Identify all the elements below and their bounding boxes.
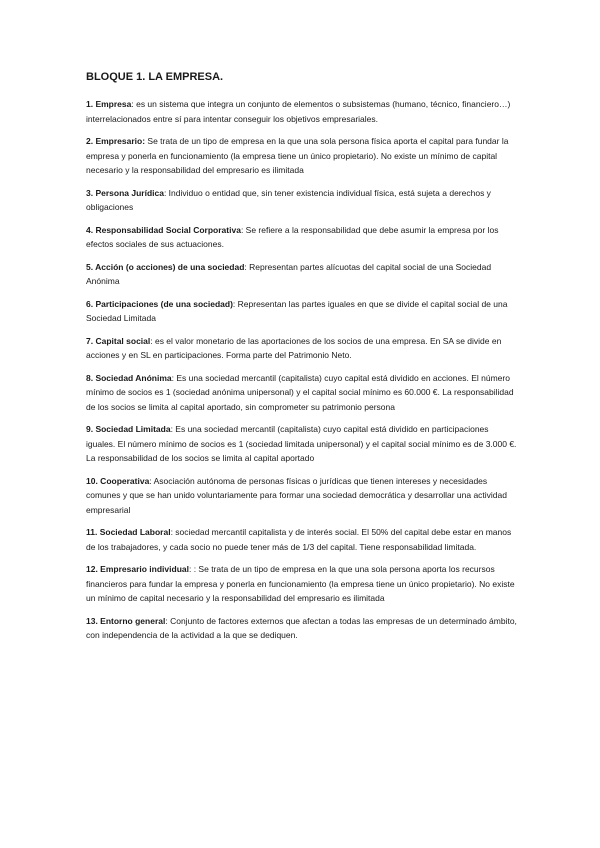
entry-definition: : Asociación autónoma de personas físicas o jurídicas que tienen intereses y necesidades comunes y que se han unido voluntariamente para formar una sociedad democrática y desarrollar una actividad empresarial xyxy=(86,475,507,515)
entry-definition: : Conjunto de factores externos que afectan a todas las empresas de un determinado ámbito, con independencia de la actividad a la que se dediquen. xyxy=(86,615,517,640)
definition-entry xyxy=(86,371,518,415)
definition-entry xyxy=(86,260,518,289)
definition-entry xyxy=(86,297,518,326)
entry-term: 8. Sociedad Anónima xyxy=(86,372,172,383)
definition-entry xyxy=(86,97,518,126)
entry-term: 2. Empresario: xyxy=(86,136,146,146)
document-content xyxy=(86,70,518,651)
entry-definition: : Representan las partes iguales en que se divide el capital social de una Sociedad Limitada xyxy=(86,298,508,323)
definition-entry xyxy=(86,223,518,252)
definition-entry xyxy=(86,134,518,178)
entry-term: 4. Responsabilidad Social Corporativa xyxy=(86,224,241,235)
entry-term: 7. Capital social xyxy=(86,335,151,346)
entry-definition: : Se refiere a la responsabilidad que debe asumir la empresa por los efectos sociales de sus actuaciones. xyxy=(86,224,499,249)
definition-entry xyxy=(86,525,518,554)
entry-term: 3. Persona Jurídica xyxy=(86,187,164,198)
definition-entry xyxy=(86,614,518,643)
definition-entry xyxy=(86,562,518,606)
entry-term: 11. Sociedad Laboral xyxy=(86,527,171,537)
entry-term: 9. Sociedad Limitada xyxy=(86,424,171,434)
entry-term: 1. Empresa xyxy=(86,99,132,109)
entry-term: 5. Acción (o acciones) de una sociedad xyxy=(86,261,245,272)
entry-definition: : es el valor monetario de las aportaciones de los socios de una empresa. En SA se divide en acciones y en SL en participaciones. Forma parte del Patrimonio Neto. xyxy=(86,335,502,360)
definition-entry xyxy=(86,186,518,215)
definition-entry xyxy=(86,422,518,466)
entry-definition: : Individuo o entidad que, sin tener existencia individual física, está sujeta a derechos y obligaciones xyxy=(86,187,491,212)
definition-entry xyxy=(86,334,518,363)
entry-definition: : Es una sociedad mercantil (capitalista) cuyo capital está dividido en acciones. El número mínimo de socios es 1 (sociedad anónima unipersonal) y el capital social mínimo es 60.000 €. La responsabilidad de los socios se limita al capital aportado, sin comprometer su patrimonio persona xyxy=(86,372,514,412)
entry-definition: : sociedad mercantil capitalista y de interés social. El 50% del capital debe estar en manos de los trabajadores, y cada socio no puede tener más de 1/3 del capital. Tiene responsabilidad limitada. xyxy=(86,527,512,552)
entry-term: 13. Entorno general xyxy=(86,615,166,626)
entry-definition: Se trata de un tipo de empresa en la que una sola persona física aporta el capital para fundar la empresa y ponerla en funcionamiento (la empresa tiene un único propietario). No existe un mínimo de capital necesario y la responsabilidad del empresario es ilimitada xyxy=(86,136,509,175)
entry-definition: : Es una sociedad mercantil (capitalista) cuyo capital está dividido en participaciones iguales. El número mínimo de socios es 1 (sociedad limitada unipersonal) y el capital social mínimo es de 3.000 €. La responsabilidad de los socios se limita al capital aportado xyxy=(86,424,517,463)
definition-entry xyxy=(86,474,518,518)
entry-definition: : Representan partes alícuotas del capital social de una Sociedad Anónima xyxy=(86,261,492,286)
entry-term: 10. Cooperativa xyxy=(86,475,150,486)
entry-definition: : : Se trata de un tipo de empresa en la que una sola persona aporta los recursos financieros para fundar la empresa y ponerla en funcionamiento (la empresa tiene un único propietario). No existe un mínimo de capital necesario y la responsabilidad del empresario es ilimitada xyxy=(86,564,515,603)
entry-term: 12. Empresario individual xyxy=(86,564,189,574)
entry-definition: : es un sistema que integra un conjunto de elementos o subsistemas (humano, técnico, financiero…) interrelacionados entre sí para intentar conseguir los objetivos empresariales. xyxy=(86,99,511,124)
entry-term: 6. Participaciones (de una sociedad) xyxy=(86,298,233,309)
document-title: BLOQUE 1. LA EMPRESA. xyxy=(86,71,224,83)
